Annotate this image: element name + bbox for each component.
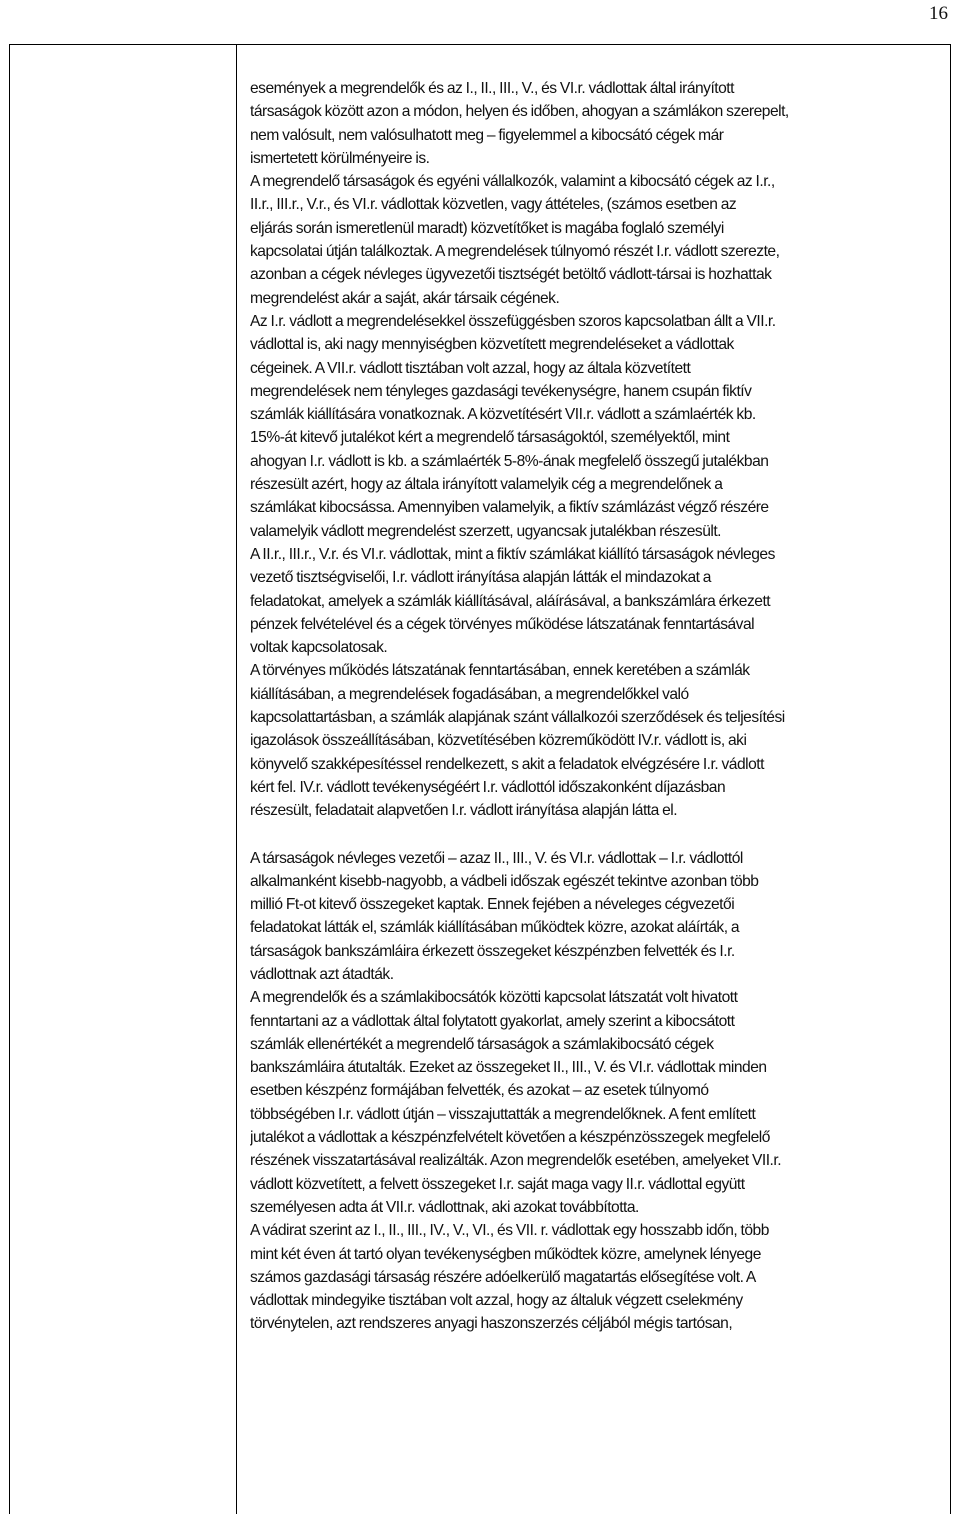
text-line: esetben készpénz formájában felvették, és azokat – az esetek túlnyomó xyxy=(250,1082,709,1100)
text-line: ahogyan I.r. vádlott is kb. a számlaérték 5-8%-ának megfelelő összegű jutalékban xyxy=(250,452,769,470)
text-line: vádlottal is, aki nagy mennyiségben közvetített megrendeléseket a vádlottak xyxy=(250,336,734,354)
text-line: személyesen adta át VII.r. vádlottnak, aki azokat továbbította. xyxy=(250,1198,639,1216)
text-line: alkalmanként kisebb-nagyobb, a vádbeli időszak egészét tekintve azonban több xyxy=(250,872,759,890)
text-line: számlák kiállítására vonatkoznak. A közvetítésért VII.r. vádlott a számlaérték kb. xyxy=(250,406,756,424)
text-line: eljárás során ismeretlenül maradt) közvetítőket is magába foglaló személyi xyxy=(250,219,724,237)
text-line: többségében I.r. vádlott útján – visszajuttatták a megrendelőknek. A fent említett xyxy=(250,1105,756,1123)
text-line: törvénytelen, azt rendszeres anyagi haszonszerzés céljából mégis tartósan, xyxy=(250,1315,733,1333)
paragraph-block-2 xyxy=(250,847,940,1336)
page-number: 16 xyxy=(929,3,948,24)
text-line: A megrendelő társaságok és egyéni vállalkozók, valamint a kibocsátó cégek az I.r., xyxy=(250,173,775,191)
text-line: számlákat kibocsássa. Amennyiben valamelyik, a fiktív számlázást végző részére xyxy=(250,499,769,517)
text-line: események a megrendelők és az I., II., III., V., és VI.r. vádlottak által irányított xyxy=(250,80,734,97)
text-line: vezető tisztségviselői, I.r. vádlott irányítása alapján látták el mindazokat a xyxy=(250,569,711,587)
text-line: megrendelések nem tényleges gazdasági tevékenységre, hanem csupán fiktív xyxy=(250,382,752,400)
text-line: A vádirat szerint az I., II., III., IV., V., VI., és VII. r. vádlottak egy hosszabb időn, több xyxy=(250,1222,769,1240)
text-line: A II.r., III.r., V.r. és VI.r. vádlottak, mint a fiktív számlákat kiállító társaságok névleges xyxy=(250,545,775,563)
text-line: részesült azért, hogy az általa irányított valamelyik cég a megrendelőnek a xyxy=(250,476,723,494)
text-line: fenntartani az a vádlottak által folytatott gyakorlat, amely szerint a kibocsátott xyxy=(250,1012,735,1030)
text-line: társaságok között azon a módon, helyen és időben, ahogyan a számlákon szerepelt, xyxy=(250,103,789,121)
text-line: II.r., III.r., V.r., és VI.r. vádlottak közvetlen, vagy áttételes, (számos esetben az xyxy=(250,196,737,214)
text-line: vádlottnak azt átadták. xyxy=(250,965,394,983)
text-line: kiállításában, a megrendelések fogadásában, a megrendelőkkel való xyxy=(250,685,689,703)
text-line: igazolások összeállításában, közvetítésében közreműködött IV.r. vádlott is, aki xyxy=(250,732,747,750)
text-line: kapcsolattartásban, a számlák alapjának szánt vállalkozói szerződések és teljesítési xyxy=(250,709,785,727)
column-divider xyxy=(236,44,237,1514)
text-line: A megrendelők és a számlakibocsátók közötti kapcsolat látszatát volt hivatott xyxy=(250,989,738,1007)
text-line: társaságok bankszámláira érkezett összegeket készpénzben felvették és I.r. xyxy=(250,942,735,960)
text-line: valamelyik vádlott megrendelést szerzett, ugyancsak jutalékban részesült. xyxy=(250,522,722,540)
text-line: bankszámláira átutalták. Ezeket az összegeket II., III., V. és VI.r. vádlottak minden xyxy=(250,1059,767,1077)
text-line: vádlottak mindegyike tisztában volt azzal, hogy az általuk végzett cselekmény xyxy=(250,1292,743,1310)
text-line: vádlott közvetített, a felvett összegeket I.r. saját maga vagy II.r. vádlottal együtt xyxy=(250,1175,745,1193)
paragraph-gap xyxy=(250,823,940,847)
text-line: pénzek felvételével és a cégek törvényes működése látszatának fenntartásával xyxy=(250,615,755,633)
text-line: feladatokat, amelyek a számlák kiállításával, aláírásával, a bankszámlára érkezett xyxy=(250,592,771,610)
text-line: részének visszatartásával realizálták. Azon megrendelők esetében, amelyeket VII.r. xyxy=(250,1152,782,1170)
paragraph-block-1 xyxy=(250,77,940,823)
text-line: számos gazdasági társaság részére adóelkerülő magatartás elősegítése volt. A xyxy=(250,1268,756,1286)
text-line: számlák ellenértékét a megrendelő társaságok a számlakibocsátó cégek xyxy=(250,1035,714,1053)
main-text xyxy=(250,77,940,1336)
text-line: millió Ft-ot kitevő összegeket kaptak. Ennek fejében a néveleges cégvezetői xyxy=(250,896,735,914)
text-line: cégeinek. A VII.r. vádlott tisztában volt azzal, hogy az általa közvetített xyxy=(250,359,691,377)
text-line: mint két éven át tartó olyan tevékenységben működtek közre, amelynek lényege xyxy=(250,1245,761,1263)
text-line: könyvelő szakképesítéssel rendelkezett, s akit a feladatok elvégzésére I.r. vádlott xyxy=(250,755,764,773)
text-line: kapcsolatai útján találkoztak. A megrendelések túlnyomó részét I.r. vádlott szerezte, xyxy=(250,243,780,261)
text-line: azonban a cégek névleges ügyvezetői tisztségét betöltő vádlott-társai is hozhattak xyxy=(250,266,772,284)
text-line: megrendelést akár a saját, akár társaik cégének. xyxy=(250,289,560,307)
text-line: A társaságok névleges vezetői – azaz II., III., V. és VI.r. vádlottak – I.r. vádlottól xyxy=(250,849,743,867)
text-line: Az I.r. vádlott a megrendelésekkel összefüggésben szoros kapcsolatban állt a VII.r. xyxy=(250,312,776,330)
text-line: nem valósult, nem valósulhatott meg – figyelemmel a kibocsátó cégek már xyxy=(250,126,724,144)
text-line: A törvényes működés látszatának fenntartásában, ennek keretében a számlák xyxy=(250,662,750,680)
text-line: részesült, feladatait alapvetően I.r. vádlott irányítása alapján látta el. xyxy=(250,802,678,820)
text-line: kért fel. IV.r. vádlott tevékenységéért I.r. vádlottól időszakonként díjazásban xyxy=(250,778,726,796)
text-line: feladatokat látták el, számlák kiállításában működtek közre, azokat aláírták, a xyxy=(250,919,740,937)
text-line: jutalékot a vádlottak a készpénzfelvételt követően a készpénzösszegek megfelelő xyxy=(250,1129,770,1147)
text-line: 15%-át kitevő jutalékot kért a megrendelő társaságoktól, személyektől, mint xyxy=(250,429,730,447)
text-line: voltak kapcsolatosak. xyxy=(250,639,388,657)
text-line: ismertetett körülményeire is. xyxy=(250,149,430,167)
